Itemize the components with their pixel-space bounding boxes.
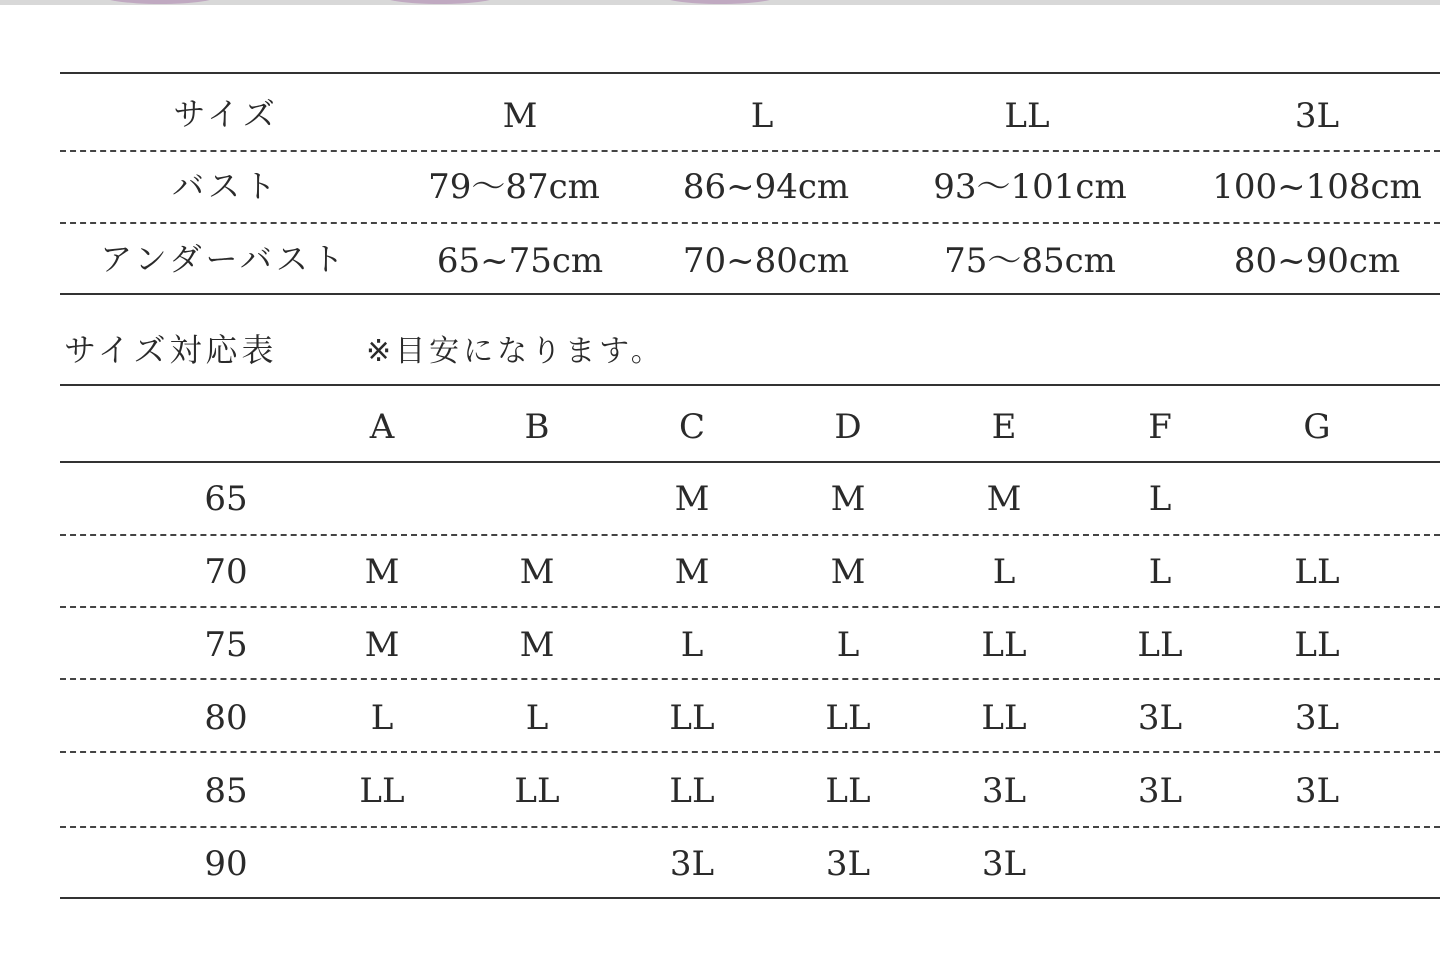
size-cell: 3L bbox=[981, 771, 1027, 811]
size-header: L bbox=[750, 96, 774, 136]
size-cell: M bbox=[674, 552, 710, 592]
size-cell: L bbox=[836, 625, 860, 665]
size-cell: L bbox=[992, 552, 1016, 592]
cup-header: A bbox=[369, 407, 395, 447]
table-rule bbox=[60, 72, 1440, 74]
size-cell: 3L bbox=[825, 844, 871, 884]
row-label-bust: バスト bbox=[171, 167, 281, 205]
underbust-value: 70~80cm bbox=[682, 241, 850, 281]
bust-value: 100~108cm bbox=[1212, 167, 1422, 207]
bust-value: 86~94cm bbox=[682, 167, 850, 207]
size-cell: 3L bbox=[669, 844, 715, 884]
table-rule bbox=[60, 678, 1440, 680]
underbust-label: 85 bbox=[204, 771, 248, 811]
cup-header: G bbox=[1303, 407, 1331, 447]
underbust-label: 70 bbox=[204, 552, 248, 592]
size-cell: M bbox=[519, 552, 555, 592]
size-cell: LL bbox=[1137, 625, 1183, 665]
size-cell: M bbox=[519, 625, 555, 665]
size-cell: L bbox=[370, 698, 394, 738]
row-label-underbust: アンダーバスト bbox=[100, 240, 348, 278]
size-header: LL bbox=[1004, 96, 1050, 136]
cup-header: F bbox=[1148, 407, 1172, 447]
cup-header: B bbox=[524, 407, 550, 447]
size-cell: M bbox=[830, 479, 866, 519]
size-cell: M bbox=[830, 552, 866, 592]
size-cell: L bbox=[1148, 479, 1172, 519]
underbust-value: 80~90cm bbox=[1233, 241, 1401, 281]
underbust-value: 75～85cm bbox=[944, 241, 1116, 281]
size-cell: LL bbox=[981, 698, 1027, 738]
correspondence-title: サイズ対応表 bbox=[64, 331, 278, 369]
table-rule bbox=[60, 461, 1440, 463]
size-cell: 3L bbox=[1294, 771, 1340, 811]
underbust-label: 75 bbox=[204, 625, 248, 665]
size-header: M bbox=[502, 96, 538, 136]
table-rule bbox=[60, 826, 1440, 828]
size-cell: LL bbox=[1294, 552, 1340, 592]
underbust-label: 65 bbox=[204, 479, 248, 519]
size-header: 3L bbox=[1294, 96, 1340, 136]
size-cell: LL bbox=[669, 698, 715, 738]
table-rule bbox=[60, 293, 1440, 295]
size-cell: M bbox=[364, 625, 400, 665]
size-cell: M bbox=[986, 479, 1022, 519]
size-cell: LL bbox=[825, 771, 871, 811]
underbust-label: 90 bbox=[204, 844, 248, 884]
size-cell: L bbox=[680, 625, 704, 665]
bust-value: 79～87cm bbox=[428, 167, 600, 207]
size-cell: M bbox=[674, 479, 710, 519]
size-cell: 3L bbox=[981, 844, 1027, 884]
table-rule bbox=[60, 606, 1440, 608]
table-rule bbox=[60, 897, 1440, 899]
table-rule bbox=[60, 534, 1440, 536]
table-rule bbox=[60, 384, 1440, 386]
size-header-label: サイズ bbox=[173, 95, 279, 133]
size-cell: 3L bbox=[1294, 698, 1340, 738]
cup-header: C bbox=[678, 407, 706, 447]
table-rule bbox=[60, 222, 1440, 224]
size-cell: 3L bbox=[1137, 698, 1183, 738]
size-cell: LL bbox=[1294, 625, 1340, 665]
size-cell: 3L bbox=[1137, 771, 1183, 811]
size-cell: L bbox=[525, 698, 549, 738]
table-rule bbox=[60, 150, 1440, 152]
size-cell: LL bbox=[981, 625, 1027, 665]
size-cell: LL bbox=[825, 698, 871, 738]
cup-header: D bbox=[834, 407, 862, 447]
size-cell: LL bbox=[669, 771, 715, 811]
cup-header: E bbox=[991, 407, 1017, 447]
size-cell: LL bbox=[359, 771, 405, 811]
size-cell: LL bbox=[514, 771, 560, 811]
table-rule bbox=[60, 751, 1440, 753]
size-cell: L bbox=[1148, 552, 1172, 592]
underbust-label: 80 bbox=[204, 698, 248, 738]
bust-value: 93～101cm bbox=[933, 167, 1127, 207]
size-cell: M bbox=[364, 552, 400, 592]
underbust-value: 65~75cm bbox=[436, 241, 604, 281]
correspondence-note: ※目安になります。 bbox=[366, 334, 665, 369]
